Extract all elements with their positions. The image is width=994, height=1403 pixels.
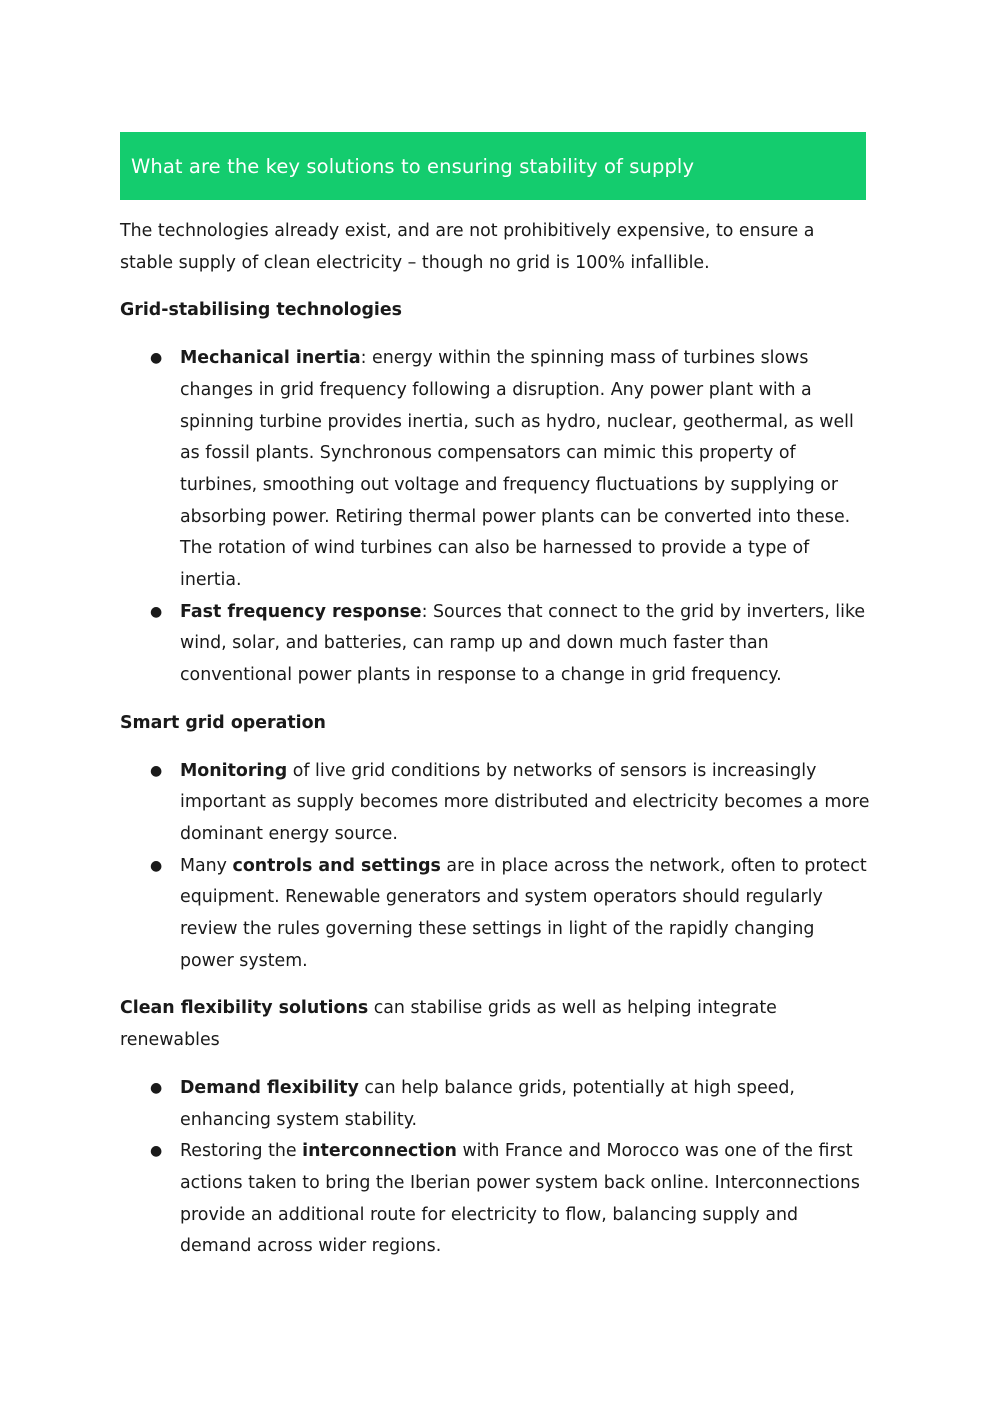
item-text: are in place across the network, often to protect equipment. Renewable generators and system operators should regularly review the rules governing these settings in light of the rapidly changing power system.: [180, 855, 867, 971]
section-title: What are the key solutions to ensuring stability of supply: [131, 154, 695, 178]
bullet-icon: ●: [150, 857, 163, 874]
grid-stabilising-heading: Grid-stabilising technologies: [120, 300, 402, 321]
item-text: of live grid conditions by networks of sensors is increasingly important as supply becomes more distributed and electricity becomes a more dominant energy source.: [180, 760, 870, 844]
grid-stabilising-list: [120, 343, 870, 692]
clean-flexibility-term: Clean flexibility solutions: [120, 998, 369, 1019]
smart-grid-heading: Smart grid operation: [120, 712, 326, 733]
item-text: can help balance grids, potentially at high speed, enhancing system stability.: [180, 1077, 795, 1130]
clean-flexibility-paragraph: [120, 993, 870, 1056]
list-item: [150, 851, 870, 978]
bullet-icon: ●: [150, 1143, 163, 1160]
section-header-banner: [120, 132, 866, 200]
clean-flexibility-text: can stabilise grids as well as helping integrate renewables: [120, 998, 777, 1051]
bullet-icon: ●: [150, 350, 163, 367]
item-term: interconnection: [302, 1141, 457, 1162]
item-text: : energy within the spinning mass of turbines slows changes in grid frequency following a disruption. Any power plant with a spinning turbine provides inertia, such as hydro, nuclear, geothermal, as well as fossil plants. Synchronous compensators can mimic this property of turbines, smoothing out voltage and frequency fluctuations by supplying or absorbing power. Retiring thermal power plants can be converted into these. The rotation of wind turbines can also be harnessed to provide a type of inertia.: [180, 348, 854, 591]
item-prefix: Many: [180, 855, 233, 876]
item-term: Mechanical inertia: [180, 348, 361, 369]
item-prefix: Restoring the: [180, 1141, 303, 1162]
item-text: : Sources that connect to the grid by inverters, like wind, solar, and batteries, can ramp up and down much faster than conventional power plants in response to a change in grid frequency.: [180, 601, 866, 686]
item-term: Fast frequency response: [180, 601, 422, 622]
smart-grid-list: [120, 756, 870, 978]
item-term: Demand flexibility: [180, 1077, 359, 1098]
document-page: [120, 132, 870, 1263]
intro-paragraph: The technologies already exist, and are not prohibitively expensive, to ensure a stable supply of clean electricity – though no grid is 100% infallible.: [120, 221, 815, 273]
item-term: controls and settings: [232, 855, 441, 876]
list-item: [150, 343, 870, 597]
item-text: with France and Morocco was one of the first actions taken to bring the Iberian power system back online. Interconnections provide an additional route for electricity to flow, balancing supply and demand across wider regions.: [180, 1141, 860, 1257]
clean-flexibility-list: [120, 1073, 870, 1263]
item-term: Monitoring: [180, 760, 288, 781]
bullet-icon: ●: [150, 1079, 163, 1096]
list-item: [150, 756, 870, 851]
list-item: [150, 1073, 870, 1136]
bullet-icon: ●: [150, 762, 163, 779]
bullet-icon: ●: [150, 603, 163, 620]
list-item: [150, 1136, 870, 1263]
list-item: [150, 597, 870, 692]
